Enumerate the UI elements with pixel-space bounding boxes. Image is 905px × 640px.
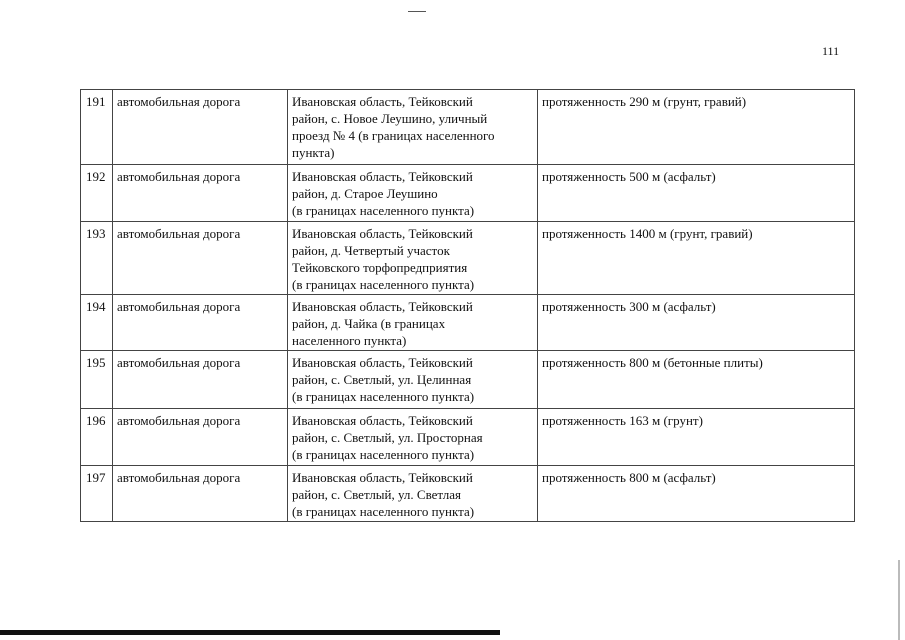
object-type: автомобильная дорога xyxy=(113,351,288,409)
object-type: автомобильная дорога xyxy=(113,165,288,222)
row-number: 192 xyxy=(81,165,113,222)
top-rule xyxy=(408,11,426,12)
row-number: 194 xyxy=(81,295,113,351)
address-cell xyxy=(288,466,538,522)
object-type: автомобильная дорога xyxy=(113,409,288,466)
address-line: населенного пункта) xyxy=(292,333,407,348)
address-line: пункта) xyxy=(292,145,335,160)
table-row xyxy=(81,295,855,351)
scan-edge-bar xyxy=(0,630,500,635)
address-cell xyxy=(288,165,538,222)
table-row xyxy=(81,351,855,409)
address-line: (в границах населенного пункта) xyxy=(292,447,475,462)
address-line: Ивановская область, Тейковский xyxy=(292,413,473,428)
address-cell xyxy=(288,409,538,466)
description: протяженность 290 м (грунт, гравий) xyxy=(538,90,855,165)
address-line: Ивановская область, Тейковский xyxy=(292,299,473,314)
object-type: автомобильная дорога xyxy=(113,295,288,351)
address-cell xyxy=(288,295,538,351)
object-type: автомобильная дорога xyxy=(113,90,288,165)
object-type: автомобильная дорога xyxy=(113,222,288,295)
table-row xyxy=(81,90,855,165)
scan-edge-shadow xyxy=(898,560,900,640)
description: протяженность 1400 м (грунт, гравий) xyxy=(538,222,855,295)
address-line: район, д. Чайка (в границах xyxy=(292,316,446,331)
address-line: район, с. Светлый, ул. Целинная xyxy=(292,372,472,387)
roads-table xyxy=(80,89,855,522)
address-line: район, д. Четвертый участок xyxy=(292,243,450,258)
address-cell xyxy=(288,222,538,295)
row-number: 193 xyxy=(81,222,113,295)
address-line: Ивановская область, Тейковский xyxy=(292,355,473,370)
address-line: (в границах населенного пункта) xyxy=(292,504,475,519)
address-line: Ивановская область, Тейковский xyxy=(292,94,473,109)
description: протяженность 500 м (асфальт) xyxy=(538,165,855,222)
address-line: Тейковского торфопредприятия xyxy=(292,260,468,275)
address-line: (в границах населенного пункта) xyxy=(292,389,475,404)
address-line: проезд № 4 (в границах населенного xyxy=(292,128,495,143)
address-line: район, с. Светлый, ул. Просторная xyxy=(292,430,483,445)
description: протяженность 800 м (асфальт) xyxy=(538,466,855,522)
address-line: (в границах населенного пункта) xyxy=(292,203,475,218)
table-row xyxy=(81,409,855,466)
description: протяженность 800 м (бетонные плиты) xyxy=(538,351,855,409)
description: протяженность 300 м (асфальт) xyxy=(538,295,855,351)
address-line: Ивановская область, Тейковский xyxy=(292,226,473,241)
row-number: 195 xyxy=(81,351,113,409)
object-type: автомобильная дорога xyxy=(113,466,288,522)
table-row xyxy=(81,466,855,522)
address-line: (в границах населенного пункта) xyxy=(292,277,475,292)
row-number: 191 xyxy=(81,90,113,165)
page-number: 111 xyxy=(822,44,840,58)
description: протяженность 163 м (грунт) xyxy=(538,409,855,466)
table-row xyxy=(81,222,855,295)
address-line: Ивановская область, Тейковский xyxy=(292,169,473,184)
address-line: район, с. Светлый, ул. Светлая xyxy=(292,487,462,502)
address-line: район, д. Старое Леушино xyxy=(292,186,438,201)
row-number: 196 xyxy=(81,409,113,466)
row-number: 197 xyxy=(81,466,113,522)
table-row xyxy=(81,165,855,222)
address-line: район, с. Новое Леушино, уличный xyxy=(292,111,488,126)
address-cell xyxy=(288,90,538,165)
address-line: Ивановская область, Тейковский xyxy=(292,470,473,485)
address-cell xyxy=(288,351,538,409)
